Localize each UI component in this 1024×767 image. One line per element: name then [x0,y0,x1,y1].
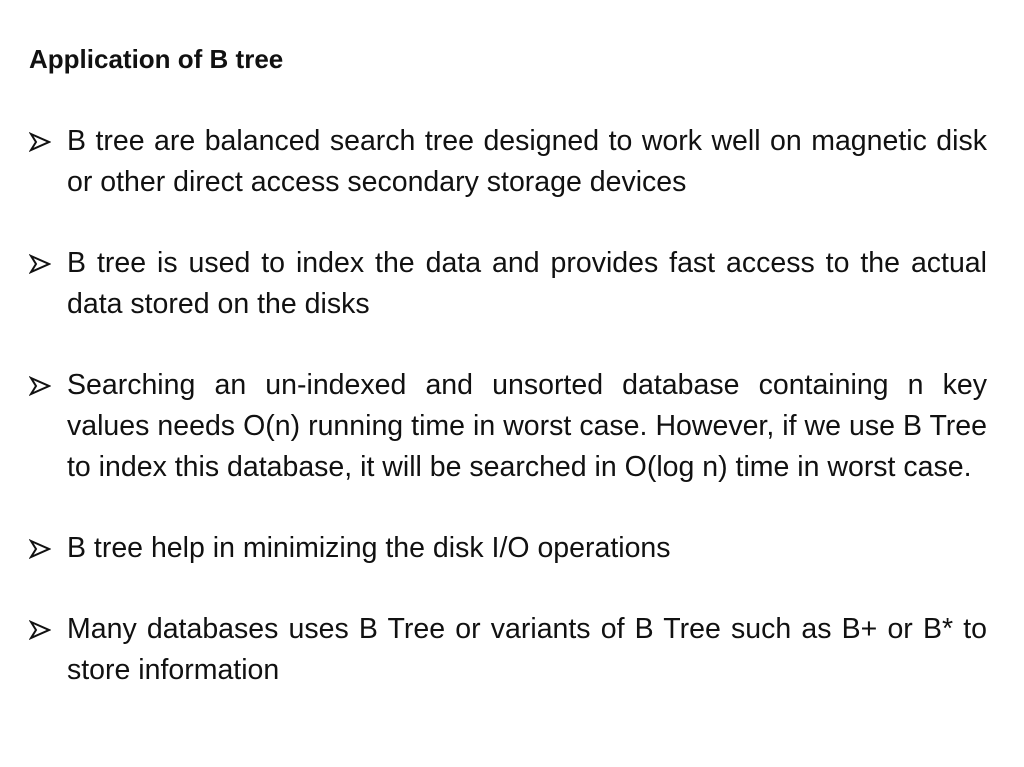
arrowhead-bullet-icon [29,365,67,406]
arrowhead-bullet-icon [29,243,67,284]
arrowhead-bullet-icon [29,121,67,162]
bullet-text: B tree is used to index the data and provides fast access to the actual data stored on the disks [67,247,987,320]
bullet-item [29,365,987,488]
arrowhead-bullet-icon [29,609,67,650]
bullet-text: Many databases uses B Tree or variants of B Tree such as B+ or B* to store information [67,613,987,686]
bullet-item [29,121,987,203]
arrowhead-bullet-icon [29,528,67,569]
bullet-text: B tree help in minimizing the disk I/O operations [67,532,671,564]
bullet-text: B tree are balanced search tree designed to work well on magnetic disk or other direct access secondary storage devices [67,125,987,198]
slide-title: Application of B tree [29,44,284,74]
bullet-text: Searching an un-indexed and unsorted database containing n key values needs O(n) running time in worst case. However, if we use B Tree to index this database, it will be searched in O(log n) time in worst case. [67,369,987,483]
bullet-item [29,609,987,691]
bullet-item [29,243,987,325]
bullet-item [29,528,987,569]
bullet-list [29,121,987,691]
